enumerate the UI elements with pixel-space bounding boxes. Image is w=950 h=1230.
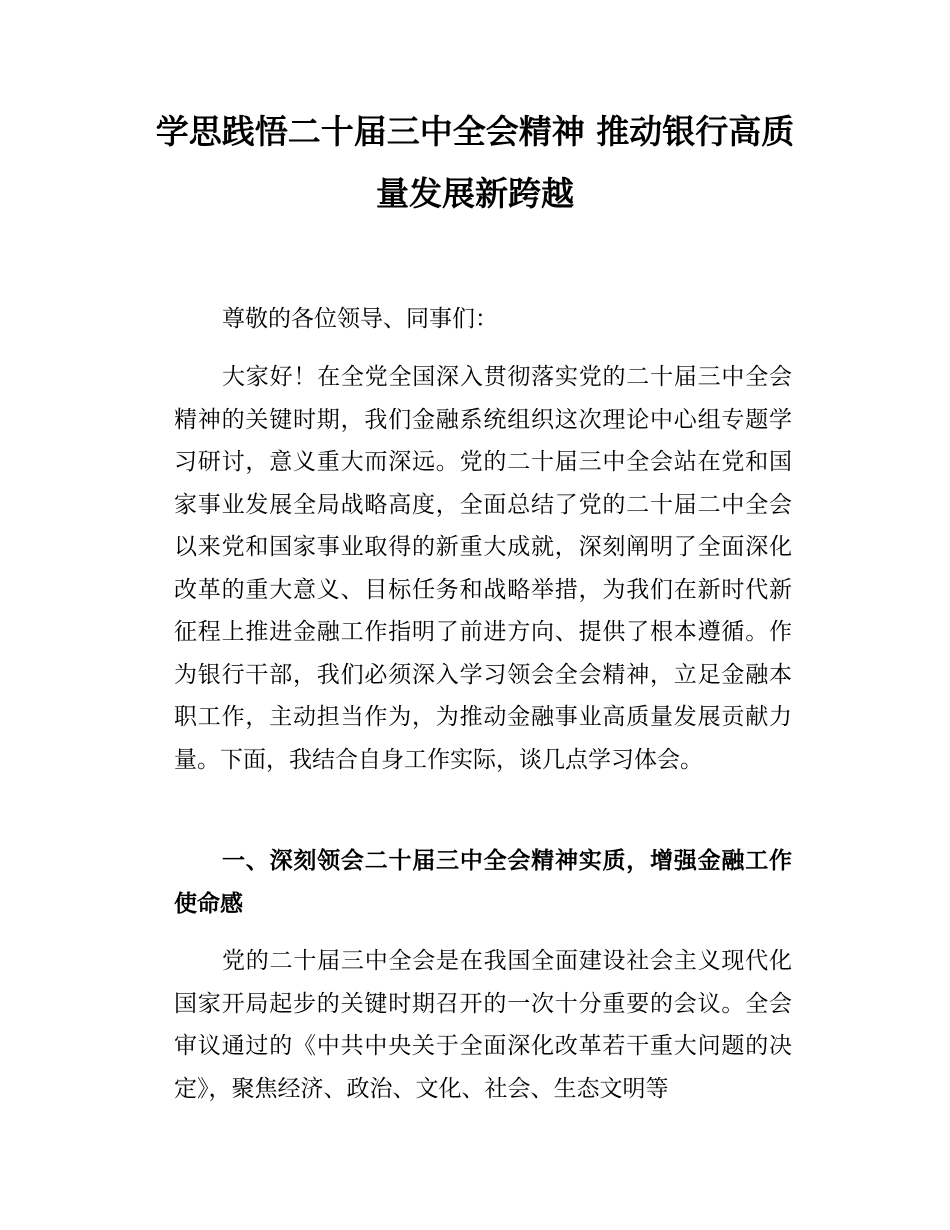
document-title-line-1: 学思践悟二十届三中全会精神 推动银行高质 (155, 112, 795, 151)
salutation: 尊敬的各位领导、同事们： (222, 306, 498, 332)
paragraph-section-1: 党的二十届三中全会是在我国全面建设社会主义现代化国家开局起步的关键时期召开的一次十分重要的会议。全会审议通过的《中共中央关于全面深化改革若干重大问题的决定》，聚焦经济、政治、文化、社会、生态文明等 (174, 948, 792, 1102)
paragraph-opening: 大家好！在全党全国深入贯彻落实党的二十届三中全会精神的关键时期，我们金融系统组织这次理论中心组专题学习研讨，意义重大而深远。党的二十届三中全会站在党和国家事业发展全局战略高度，全面总结了党的二十届二中全会以来党和国家事业取得的新重大成就，深刻阐明了全面深化改革的重大意义、目标任务和战略举措，为我们在新时代新征程上推进金融工作指明了前进方向、提供了根本遵循。作为银行干部，我们必须深入学习领会全会精神，立足金融本职工作，主动担当作为，为推动金融事业高质量发展贡献力量。下面，我结合自身工作实际，谈几点学习体会。 (174, 364, 792, 773)
section-heading-1: 一、深刻领会二十届三中全会精神实质，增强金融工作使命感 (174, 848, 792, 917)
document-title-line-2: 量发展新跨越 (376, 174, 574, 213)
